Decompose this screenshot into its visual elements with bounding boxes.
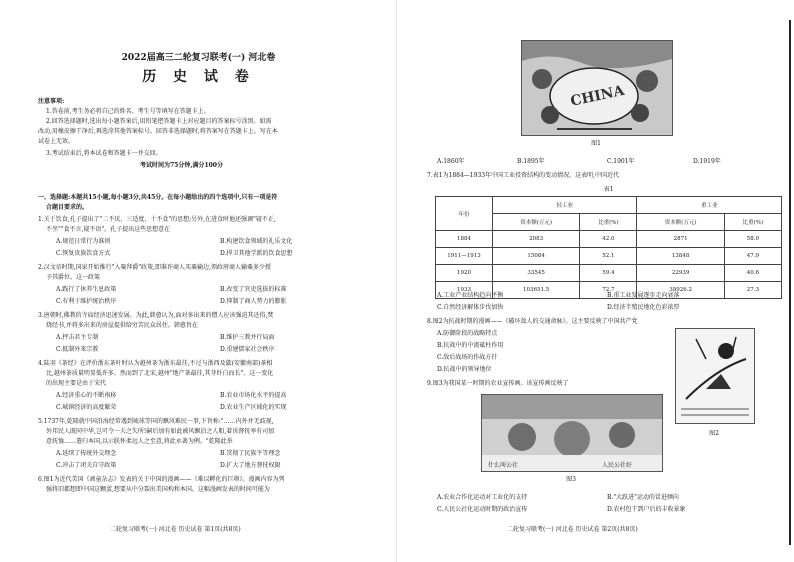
section-heading: 一、选择题:本题共15小题,每小题3分,共45分。在每小题给出的四个选项中,只有一项是符 (38, 194, 278, 201)
notice-line: 改动,用橡皮擦干净后,再选涂其他答案标号。回答非选择题时,将答案写在答题卡上。写在本 (38, 128, 278, 135)
option-a: A.抨击君主专制 (56, 334, 99, 341)
cell-light-ratio: 42.0 (580, 231, 637, 248)
option-c: C.自然经济解体步伐加快 (437, 304, 504, 311)
cell-light-ratio: 52.1 (580, 248, 637, 265)
question-stem: 外邦民人既同中华,岂可令一夫之失所!嗣后加有如此被风飘泊之人船,着该督抚率有司加 (46, 428, 275, 435)
figure-3-poster (481, 394, 663, 472)
table-caption: 表1 (603, 186, 614, 193)
option-b: B.改变了官吏选拔的标准 (220, 286, 287, 293)
table-row (436, 248, 782, 265)
option-b: B.重工业发展逐步走向衰落 (607, 292, 680, 299)
question-stem: 比,越州茶质量明显低许多。然而到了北宋,越州"地产茶最佳,其芽纤白而长"。这一变化 (46, 370, 274, 377)
header-year: 年份 (436, 197, 493, 231)
header-light-capital: 资本额(万元) (493, 214, 580, 231)
option-d: D.重建儒家社会秩序 (220, 346, 275, 353)
question-stem: 予其爵位。这一政策 (46, 274, 101, 281)
question-9-stem: 9.图3为我国某一时期的农业宣传画。该宣传画反映了 (427, 380, 569, 387)
q6-option-d: D.1919年 (693, 158, 721, 165)
option-d: D.经济半殖民地化色彩浓厚 (607, 304, 680, 311)
notice-line: 1.答卷前,考生务必将自己的姓名、考生号等填写在答题卡上。 (46, 108, 210, 115)
exam-subject: 历 史 试 卷 (142, 69, 255, 85)
question-stem: 不坐""食不言,寝不语"。孔子提出这些思想意在 (46, 226, 171, 233)
page-2 (397, 0, 794, 562)
option-a: A.工业产业结构趋向平衡 (437, 292, 504, 299)
question-stem: 的出现主要是由于宋代 (46, 380, 107, 387)
option-a: A.防御阶段的战略特点 (437, 330, 498, 337)
q9-option-b: B."大跃进"运动的冒进倾向 (607, 494, 679, 501)
table-row (436, 231, 782, 248)
cell-year: 1933 (436, 282, 493, 299)
option-c: C.抵制外来宗教 (56, 346, 99, 353)
option-b: B.贯彻了民族平等理念 (220, 450, 281, 457)
cell-light-capital: 103651.5 (493, 282, 580, 299)
notice-line: 3.考试结束后,将本试卷和答题卡一并交回。 (46, 150, 162, 157)
question-stem: 意抚恤……遣归本国,以示朕怀柔远人之至意,将此永著为例。"乾隆此举 (46, 438, 233, 445)
option-c: C.有利于维护统治秩序 (56, 298, 117, 305)
cell-heavy-ratio: 27.3 (724, 282, 781, 299)
q9-option-d: D.农村包干到户后的丰收景象 (607, 506, 686, 513)
option-d: D.捍卫其他学派的饮食思想 (220, 250, 293, 257)
question-stem: 3.唐朝时,佛教的寺庙经济迅速发展。为此,韩愈认为,面对多出来的僧人应该强迫其还俗,焚 (38, 312, 274, 319)
header-heavy-capital: 资本额(万元) (637, 214, 724, 231)
question-stem: 8.图2为抗战时期的漫画——《破坏敌人的交通命脉》。这主要反映了中国共产党 (427, 318, 638, 325)
exam-time: 考试时间为75分钟,满分100分 (140, 162, 223, 169)
cell-heavy-ratio: 40.6 (724, 265, 781, 282)
option-a: A.规范日常行为准则 (56, 238, 111, 245)
exam-title: 2022届高三二轮复习联考(一) 河北卷 (121, 53, 276, 63)
egg-label-china: CHINA (569, 82, 626, 110)
option-c: C.冲击了闭关自守政策 (56, 462, 117, 469)
poster-right-text: 人民公社好 (602, 462, 633, 469)
q6-option-c: C.1901年 (607, 158, 635, 165)
question-stem: 4.陆羽《茶经》在评价浙东茶叶时认为越州茶为浙东最佳,不过与浙西及歙(安徽南部)茶相 (38, 360, 273, 367)
table-row (436, 265, 782, 282)
question-stem: 2.汉文帝时期,国家开始推行"入粟拜爵"政策,即准许商人买粟输边,领政府商人输粟多少授 (38, 264, 271, 271)
question-stem: 7.表1为1884—1933年中国工业投资结构的变动情况。这表明,中国近代 (427, 172, 619, 179)
header-light-industry: 轻工业 (493, 197, 637, 214)
binding-rule (789, 20, 791, 545)
option-a: A.延续了传统外交理念 (56, 450, 117, 457)
header-heavy-industry: 重工业 (637, 197, 782, 214)
figure-1-caption: 图1 (591, 140, 601, 147)
option-c: C.恢复贵族饮食方式 (56, 250, 111, 257)
option-b: B.维护三教并行局面 (220, 334, 275, 341)
cell-heavy-capital: 2871 (637, 231, 724, 248)
header-heavy-ratio: 比重(%) (724, 214, 781, 231)
notice-heading: 注意事项: (38, 98, 65, 105)
option-c: C.城镇经济的高度繁荣 (56, 404, 117, 411)
poster-left-text: 什么叫公社 (488, 462, 519, 469)
question-stem: 强将旧都想即中国这颗蛋,想要从中分裂出美国构和本国。这幅漫画发表的时间可能为 (46, 486, 270, 493)
cell-light-capital: 2083 (493, 231, 580, 248)
figure-3-caption: 图3 (566, 476, 576, 483)
cell-heavy-capital: 22939 (637, 265, 724, 282)
cell-year: 1920 (436, 265, 493, 282)
option-c: C.敌后战场的作战方针 (437, 354, 498, 361)
option-b: B.农业市场化水平的提高 (220, 392, 287, 399)
cell-heavy-ratio: 47.9 (724, 248, 781, 265)
q6-option-a: A.1860年 (437, 158, 465, 165)
figure-2-cartoon (675, 328, 755, 424)
figure-1-cartoon (521, 40, 673, 136)
option-b: B.抗战中的中流砥柱作用 (437, 342, 504, 349)
investment-table (435, 196, 782, 299)
question-stem: 5.1737年,乾隆就中国沿海经常遇到琉球等国的飘风难民一事,下旨称:"……内外并无歧视, (38, 418, 274, 425)
figure-2-caption: 图2 (709, 430, 719, 437)
q6-option-b: B.1895年 (517, 158, 545, 165)
option-d: D.抗战中的领导地位 (437, 366, 492, 373)
page-footer: 二轮复习联考(一) 河北卷 历史试卷 第1页(共8页) (110, 526, 241, 533)
cell-light-ratio: 59.4 (580, 265, 637, 282)
q9-option-a: A.农业合作化运动对工业化的支持 (437, 494, 528, 501)
page-footer: 二轮复习联考(一) 河北卷 历史试卷 第2页(共8页) (507, 526, 638, 533)
notice-line: 2.回答选择题时,选出每小题答案后,用铅笔把答题卡上对应题目的答案标号涂黑。如需 (46, 118, 272, 125)
question-stem: 6.图1为近代美国《顽童杂志》发表的关于中国的漫画——《难以孵化的巨卵》。漫画内容为列 (38, 476, 285, 483)
cell-year: 1884 (436, 231, 493, 248)
header-light-ratio: 比重(%) (580, 214, 637, 231)
egg-cartoon-illustration (522, 41, 672, 135)
cell-light-ratio: 72.7 (580, 282, 637, 299)
cell-light-capital: 33545 (493, 265, 580, 282)
cell-heavy-ratio: 58.0 (724, 231, 781, 248)
sabotage-cartoon-illustration (676, 329, 754, 423)
option-d: D.扩大了地方督抚权限 (220, 462, 281, 469)
option-d: D.农业生产区域化的实现 (220, 404, 287, 411)
option-a: A.经济重心的不断南移 (56, 392, 117, 399)
notice-line: 试卷上无效。 (38, 138, 75, 145)
option-d: D.抑制了商人势力的膨胀 (220, 298, 287, 305)
question-stem: 烧经书,并将多出来的房屋提供给穷苦民众居住。韩愈旨在 (46, 322, 198, 329)
question-stem: 1.关于饮食,孔子提出了"二不厌、三适度、十不食"的思想;另外,在进食时他还强调"寝不正, (38, 216, 276, 223)
q9-option-c: C.人民公社化运动时期的政治宣传 (437, 506, 528, 513)
agriculture-poster-illustration (482, 395, 662, 471)
cell-heavy-capital: 38926.2 (637, 282, 724, 299)
option-b: B.构建饮食领域的礼乐文化 (220, 238, 293, 245)
option-a: A.践行了休养生息政策 (56, 286, 117, 293)
cell-heavy-capital: 13848 (637, 248, 724, 265)
section-heading-cont: 合题目要求的。 (46, 204, 89, 211)
cell-light-capital: 15084 (493, 248, 580, 265)
cell-year: 1911—1913 (436, 248, 493, 265)
